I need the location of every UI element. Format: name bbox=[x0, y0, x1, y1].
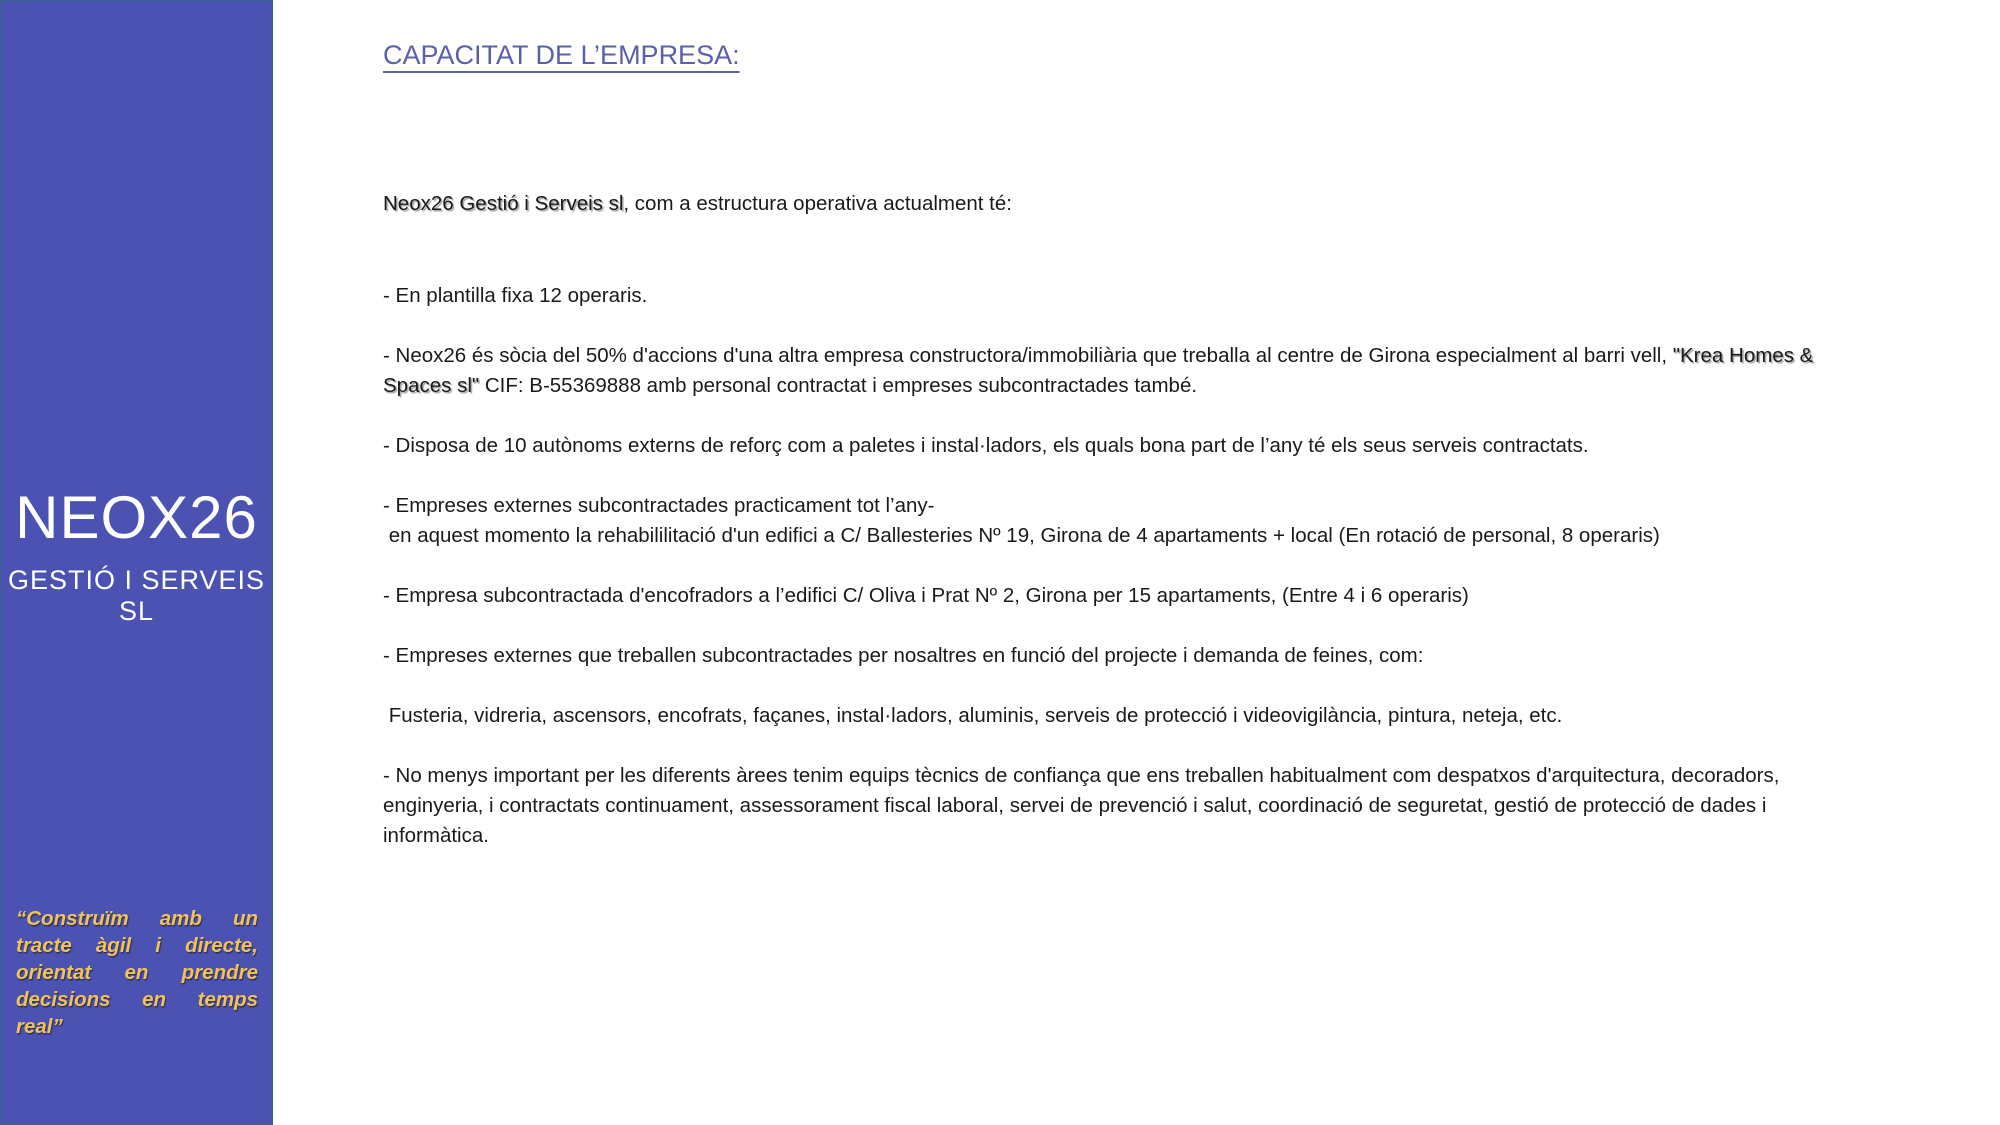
company-subtitle: GESTIÓ I SERVEIS SL bbox=[7, 565, 266, 626]
company-name: NEOX26 bbox=[15, 484, 258, 551]
page-title bbox=[383, 40, 1845, 71]
sidebar bbox=[0, 0, 273, 1125]
paragraph-technical-teams: - No menys important per les diferents àrees tenim equips tècnics de confiança que ens treballen habitualment com despatxos d'arquitectura, decoradors, enginyeria, i contractats continuament, assessorament fiscal laboral, servei de prevenció i salut, coordinació de seguretat, gestió de protecció de dades i informàtica. bbox=[383, 764, 1786, 847]
paragraph-autonoms: - Disposa de 10 autònoms externs de reforç com a paletes i instal·ladors, els quals bona part de l’any té els seus serveis contractats. bbox=[383, 434, 1589, 457]
company-name-inline: Neox26 Gestió i Serveis sl bbox=[383, 192, 624, 215]
paragraph-subcontract-line2: en aquest momento la rehabililitació d'un edifici a C/ Ballesteries Nº 19, Girona de 4 apartaments + local (En rotació de personal, 8 operaris) bbox=[383, 524, 1660, 547]
brand-block bbox=[2, 485, 271, 627]
paragraph-intro-rest: , com a estructura operativa actualment té: bbox=[623, 192, 1012, 215]
slide-content bbox=[383, 40, 1845, 881]
paragraph-intro bbox=[383, 189, 1845, 219]
paragraph-encofradors: - Empresa subcontractada d'encofradors a l’edifici C/ Oliva i Prat Nº 2, Girona per 15 apartaments, (Entre 4 i 6 operaris) bbox=[383, 584, 1469, 607]
paragraph-subcontract-year bbox=[383, 491, 1845, 551]
company-quote: “Construïm amb un tracte àgil i directe, orientat en prendre decisions en temps real” bbox=[16, 907, 258, 1038]
paragraph-subcontract-line1: - Empreses externes subcontractades practicament tot l’any- bbox=[383, 494, 935, 517]
paragraph-trades-list: Fusteria, vidreria, ascensors, encofrats, façanes, instal·ladors, aluminis, serveis de protecció i videovigilància, pintura, neteja, etc. bbox=[383, 704, 1563, 727]
paragraph-krea-post: CIF: B-55369888 amb personal contractat i empreses subcontractades també. bbox=[479, 374, 1198, 397]
krea-company-inline: "Krea Homes & Spaces sl" bbox=[383, 344, 1820, 397]
paragraph-external-companies: - Empreses externes que treballen subcontractades per nosaltres en funció del projecte i demanda de feines, com: bbox=[383, 644, 1424, 667]
page-title-text: CAPACITAT DE L’EMPRESA: bbox=[383, 40, 740, 70]
paragraph-staff: - En plantilla fixa 12 operaris. bbox=[383, 284, 648, 307]
paragraph-krea bbox=[383, 341, 1845, 401]
paragraph-krea-pre: - Neox26 és sòcia del 50% d'accions d'una altra empresa constructora/immobiliària que treballa al centre de Girona especialment al barri vell, bbox=[383, 344, 1673, 367]
